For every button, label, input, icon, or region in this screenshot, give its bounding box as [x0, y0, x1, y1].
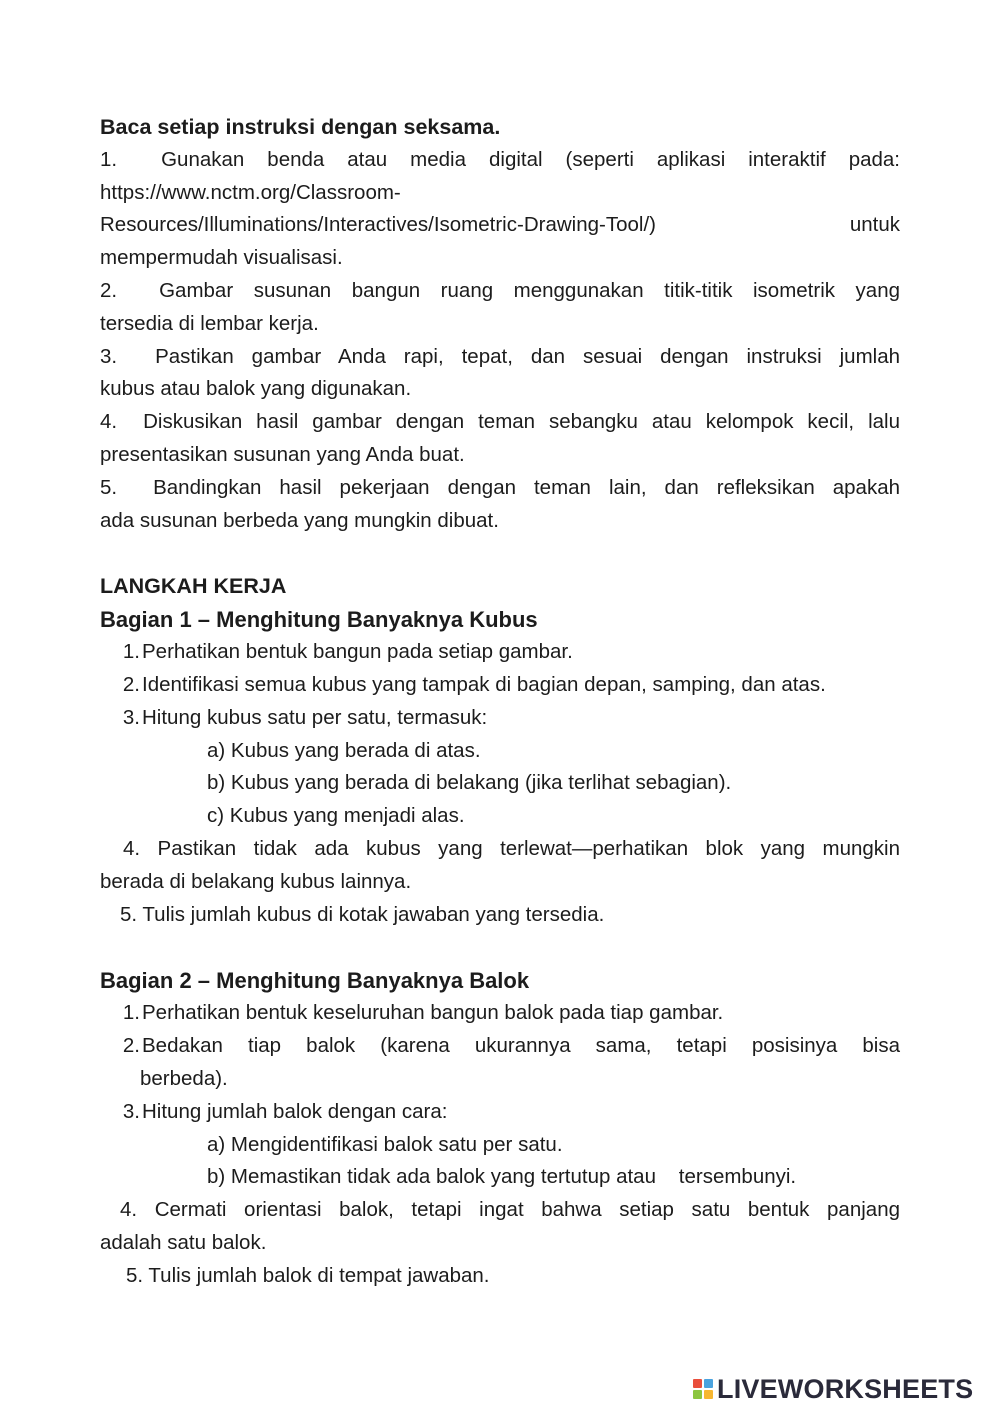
bagian-2-item-2: 2. Bedakan tiap balok (karena ukurannya sama, tetapi posisinya bisa — [122, 1034, 900, 1058]
bagian-2-sub-a: a) Mengidentifikasi balok satu per satu. — [207, 1132, 563, 1156]
bagian-1-sub-a: a) Kubus yang berada di atas. — [207, 738, 481, 762]
logo-grid-icon — [693, 1379, 713, 1399]
bagian-2-sub-b: b) Memastikan tidak ada balok yang tertutup atau tersembunyi. — [207, 1165, 797, 1189]
bagian-2-item-2-line2: berbeda). — [140, 1066, 228, 1090]
bagian-1-item-4-line1: 4. Pastikan tidak ada kubus yang terlewat—perhatikan blok yang mungkin — [123, 836, 900, 860]
worksheet-page — [100, 111, 900, 1293]
liveworksheets-logo — [693, 1374, 973, 1404]
bagian-2-title: Bagian 2 – Menghitung Banyaknya Balok — [100, 968, 530, 994]
instruction-1-line2: https://www.nctm.org/Classroom- — [100, 180, 401, 204]
instruction-2-line2: tersedia di lembar kerja. — [100, 311, 319, 335]
brand-name: LIVEWORKSHEETS — [717, 1373, 974, 1404]
bagian-1-sub-c: c) Kubus yang menjadi alas. — [207, 804, 465, 828]
bagian-1-item-1: 1. Perhatikan bentuk bangun pada setiap gambar. — [122, 640, 573, 664]
langkah-kerja-title: LANGKAH KERJA — [100, 574, 287, 599]
instruction-4-line2: presentasikan susunan yang Anda buat. — [100, 442, 465, 466]
instruction-1-line1: 1. Gunakan benda atau media digital (seperti aplikasi interaktif pada: — [100, 147, 900, 171]
instruction-3-line1: 3. Pastikan gambar Anda rapi, tepat, dan sesuai dengan instruksi jumlah — [100, 344, 900, 368]
bagian-1-item-4-line2: berada di belakang kubus lainnya. — [100, 869, 412, 893]
bagian-1-title: Bagian 1 – Menghitung Banyaknya Kubus — [100, 607, 538, 633]
instruction-1-line3: Resources/Illuminations/Interactives/Isometric-Drawing-Tool/) untuk — [100, 213, 900, 237]
bagian-2-item-4-line2: adalah satu balok. — [100, 1230, 267, 1254]
instructions-heading: Baca setiap instruksi dengan seksama. — [100, 115, 501, 139]
instruction-5-line1: 5. Bandingkan hasil pekerjaan dengan teman lain, dan refleksikan apakah — [100, 475, 900, 499]
bagian-1-item-3: 3. Hitung kubus satu per satu, termasuk: — [122, 705, 488, 729]
bagian-1-item-2: 2. Identifikasi semua kubus yang tampak di bagian depan, samping, dan atas. — [122, 672, 826, 696]
bagian-2-item-1: 1. Perhatikan bentuk keseluruhan bangun balok pada tiap gambar. — [122, 1001, 724, 1025]
bagian-2-item-4-line1: 4. Cermati orientasi balok, tetapi ingat bahwa setiap satu bentuk panjang — [120, 1198, 900, 1222]
instruction-2-line1: 2. Gambar susunan bangun ruang menggunakan titik-titik isometrik yang — [100, 278, 900, 302]
instruction-5-line2: ada susunan berbeda yang mungkin dibuat. — [100, 508, 499, 532]
bagian-1-sub-b: b) Kubus yang berada di belakang (jika terlihat sebagian). — [207, 771, 732, 795]
instruction-3-line2: kubus atau balok yang digunakan. — [100, 377, 412, 401]
instruction-4-line1: 4. Diskusikan hasil gambar dengan teman sebangku atau kelompok kecil, lalu — [100, 410, 900, 434]
bagian-2-item-3: 3. Hitung jumlah balok dengan cara: — [122, 1099, 448, 1123]
bagian-2-item-5: 5. Tulis jumlah balok di tempat jawaban. — [126, 1263, 490, 1287]
instruction-1-line4: mempermudah visualisasi. — [100, 246, 343, 270]
bagian-1-item-5: 5. Tulis jumlah kubus di kotak jawaban yang tersedia. — [120, 902, 605, 926]
